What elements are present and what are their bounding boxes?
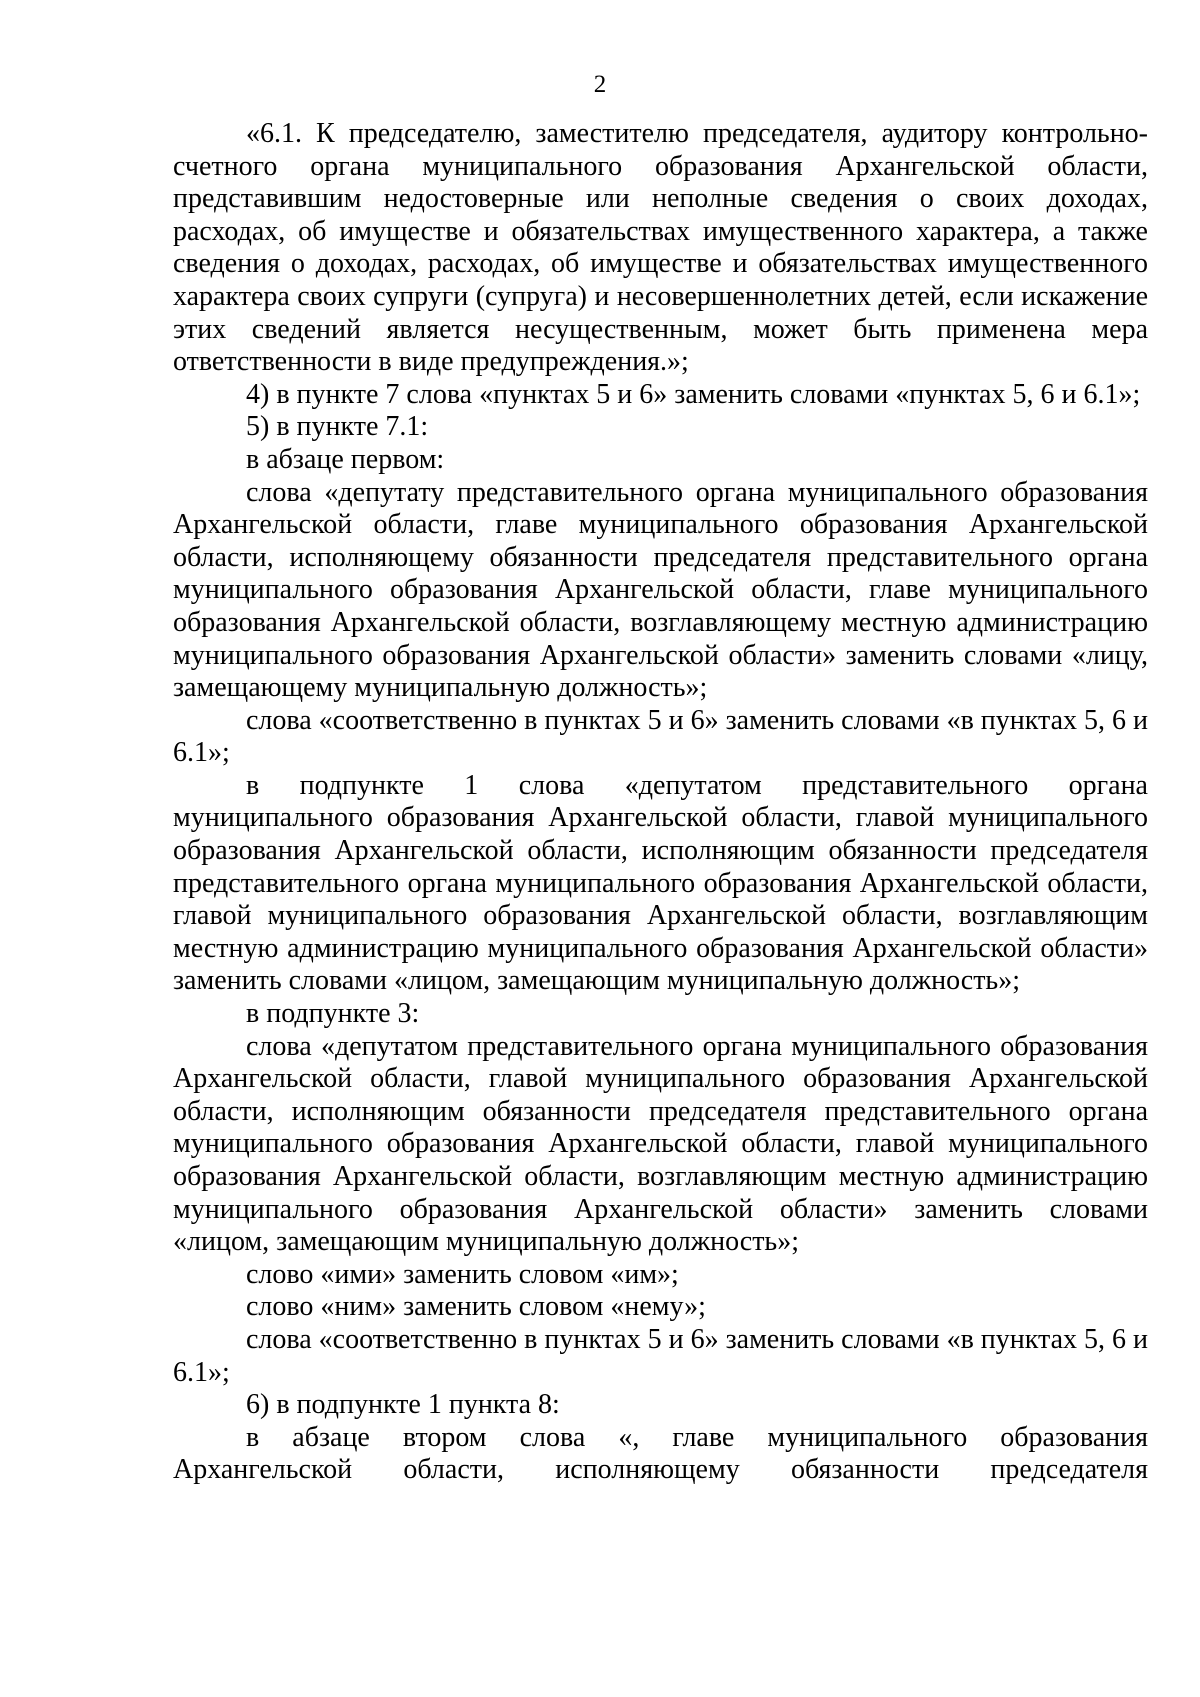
paragraph-subitem-1: в подпункте 1 слова «депутатом представительного органа муниципального образования Архангельской области, главой муниципального образования Архангельской области, исполняющим обязанности председателя представительного органа муниципального образования Архангельской области, главой муниципального образования Архангельской области, возглавляющим местную администрацию муниципального образования Архангельской области» заменить словами «лицом, замещающим муниципальную должность»; bbox=[173, 769, 1148, 997]
paragraph-second-abzac: в абзаце втором слова «, главе муниципального образования Архангельской области, исполняющему обязанности председателя bbox=[173, 1421, 1148, 1486]
paragraph-item-6: 6) в подпункте 1 пункта 8: bbox=[246, 1389, 560, 1421]
document-body bbox=[173, 118, 1148, 1487]
paragraph-first-abzac: в абзаце первом: bbox=[246, 443, 445, 475]
paragraph-6-1: «6.1. К председателю, заместителю председателя, аудитору контрольно-счетного органа муниципального образования Архангельской области, представившим недостоверные или неполные сведения о своих доходах, расходах, об имуществе и обязательствах имущественного характера, а также сведения о доходах, расходах, об имуществе и обязательствах имущественного характера своих супруги (супруга) и несовершеннолетних детей, если искажение этих сведений является несущественным, может быть применена мера ответственности в виде предупреждения.»; bbox=[173, 118, 1148, 378]
paragraph-item-5: 5) в пункте 7.1: bbox=[246, 411, 429, 443]
paragraph-words-respectively-2: слова «соответственно в пунктах 5 и 6» заменить словами «в пунктах 5, 6 и 6.1»; bbox=[173, 1323, 1148, 1388]
paragraph-words-deputy-sub3: слова «депутатом представительного органа муниципального образования Архангельской области, главой муниципального образования Архангельской области, исполняющим обязанности председателя представительного органа муниципального образования Архангельской области, главой муниципального образования Архангельской области, возглавляющим местную администрацию муниципального образования Архангельской области» заменить словами «лицом, замещающим муниципальную должность»; bbox=[173, 1030, 1148, 1258]
paragraph-words-respectively: слова «соответственно в пунктах 5 и 6» заменить словами «в пунктах 5, 6 и 6.1»; bbox=[173, 704, 1148, 769]
paragraph-word-imi: слово «ими» заменить словом «им»; bbox=[246, 1258, 679, 1290]
paragraph-item-4: 4) в пункте 7 слова «пунктах 5 и 6» заменить словами «пунктах 5, 6 и 6.1»; bbox=[246, 378, 1141, 410]
paragraph-words-deputy: слова «депутату представительного органа муниципального образования Архангельской области, главе муниципального образования Архангельской области, исполняющему обязанности председателя представительного органа муниципального образования Архангельской области, главе муниципального образования Архангельской области, возглавляющему местную администрацию муниципального образования Архангельской области» заменить словами «лицу, замещающему муниципальную должность»; bbox=[173, 476, 1148, 704]
paragraph-subitem-3: в подпункте 3: bbox=[246, 998, 420, 1030]
paragraph-word-nim: слово «ним» заменить словом «нему»; bbox=[246, 1291, 706, 1323]
page-number: 2 bbox=[593, 71, 607, 98]
